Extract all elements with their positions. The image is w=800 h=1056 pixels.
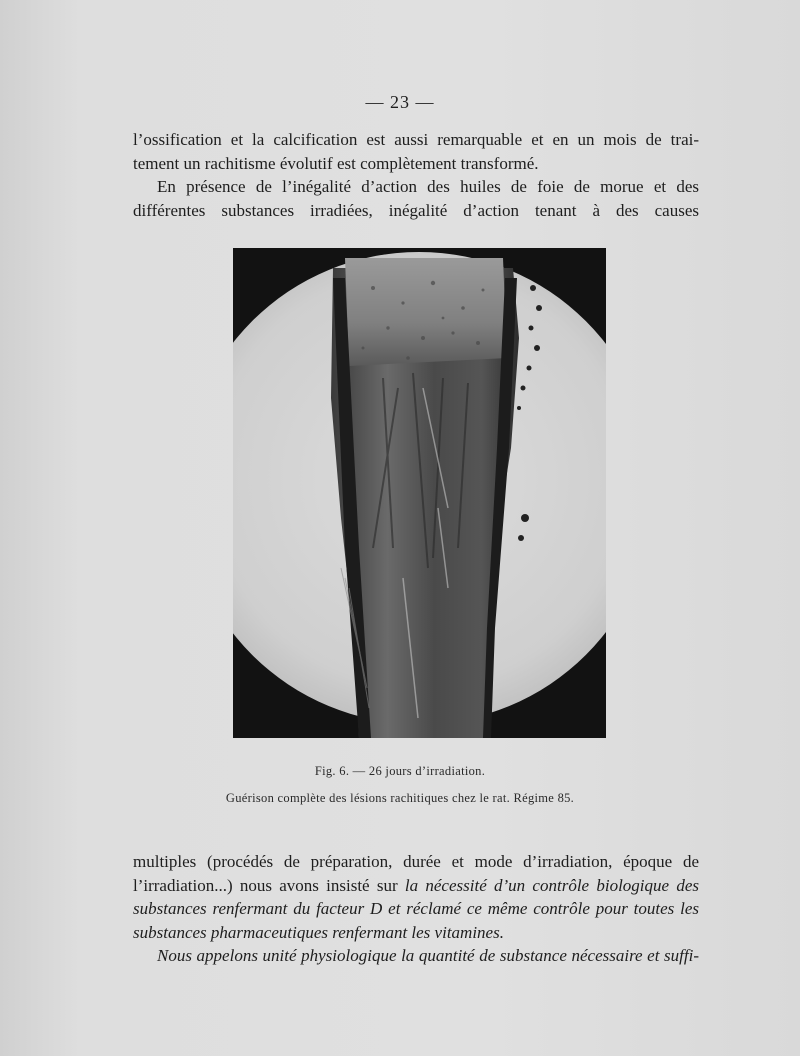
text-segment: l’irradiation...) nous avons insisté sur <box>133 875 405 895</box>
text-line: En présence de l’inégalité d’action des huiles de foie de morue et des <box>157 177 699 196</box>
figure-caption-title: Fig. 6. — 26 jours d’irradiation. <box>314 764 486 778</box>
text-line: l’ossification et la calcification est aussi remarquable et en un mois de trai- <box>133 130 699 149</box>
figure-caption-text: Guérison complète des lésions rachitiques chez le rat. Régime 85. <box>225 791 575 805</box>
last-paragraph <box>133 944 699 968</box>
text-line <box>133 874 699 898</box>
second-paragraph <box>133 175 699 222</box>
emphasized-text-line: Nous appelons unité physiologique la quantité de substance nécessaire et suffi- <box>157 946 699 965</box>
micrograph-figure <box>233 248 606 738</box>
bone-micrograph-image <box>233 248 606 738</box>
emphasized-text-line: substances renfermant du facteur D et réclamé ce même contrôle pour toutes les <box>133 899 699 918</box>
top-paragraph <box>133 128 699 175</box>
page-number: — 23 — <box>365 92 435 112</box>
bottom-paragraph <box>133 850 699 944</box>
text-line: multiples (procédés de préparation, durée et mode d’irradiation, époque de <box>133 852 699 871</box>
emphasized-text: la nécessité d’un contrôle biologique des <box>404 875 699 895</box>
emphasized-text-line: substances pharmaceutiques renfermant les vitamines. <box>133 922 504 942</box>
text-line: différentes substances irradiées, inégalité d’action tenant à des causes <box>133 200 699 220</box>
text-line: tement un rachitisme évolutif est complètement transformé. <box>133 153 539 173</box>
